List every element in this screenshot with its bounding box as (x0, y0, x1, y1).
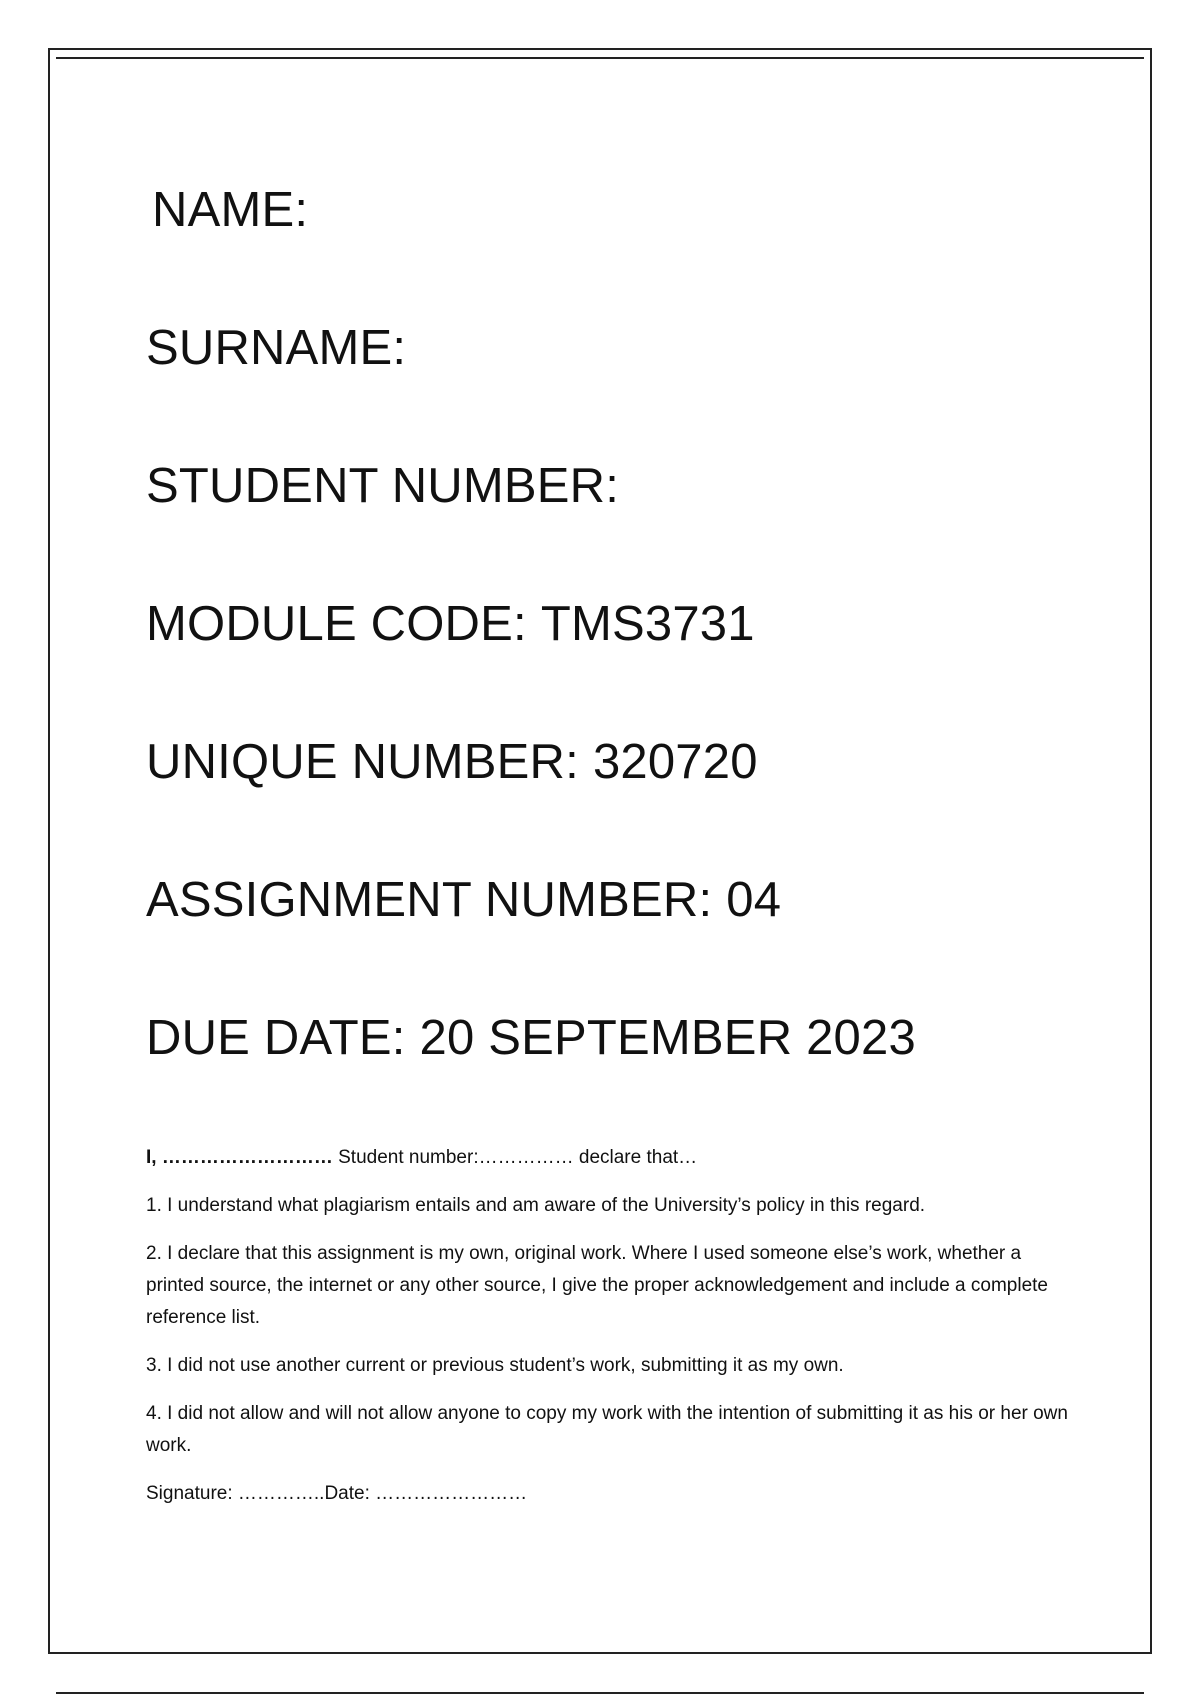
name-label: NAME: (152, 183, 309, 237)
unique-number-field (146, 735, 758, 789)
assignment-number-field (146, 873, 782, 927)
due-date-field (146, 1011, 916, 1065)
declaration-item-1: 1. I understand what plagiarism entails and am aware of the University’s policy in this regard. (146, 1195, 926, 1216)
assignment-number-label: ASSIGNMENT NUMBER: (146, 873, 713, 927)
name-field (152, 183, 309, 237)
declaration-intro (146, 1142, 1076, 1174)
module-code-value: TMS3731 (540, 597, 755, 651)
declaration-item-3: 3. I did not use another current or previous student’s work, submitting it as my own. (146, 1355, 844, 1376)
surname-label: SURNAME: (146, 321, 407, 375)
unique-number-label: UNIQUE NUMBER: (146, 735, 579, 789)
signature-date-line: Signature: …………..Date: …………………… (146, 1483, 528, 1504)
declaration-intro-text: Student number:…………… declare that… (332, 1147, 698, 1168)
bottom-rule (56, 1692, 1144, 1694)
declaration-item-4: 4. I did not allow and will not allow anyone to copy my work with the intention of submitting it as his or her own work. (146, 1403, 1068, 1456)
module-code-field (146, 597, 755, 651)
declaration-intro-name-blank: I, ……………………… (146, 1147, 333, 1168)
assignment-number-value: 04 (726, 873, 782, 927)
due-date-value: 20 SEPTEMBER 2023 (419, 1011, 916, 1065)
student-number-field (146, 459, 620, 513)
surname-field (146, 321, 407, 375)
due-date-label: DUE DATE: (146, 1011, 406, 1065)
student-number-label: STUDENT NUMBER: (146, 459, 620, 513)
module-code-label: MODULE CODE: (146, 597, 527, 651)
top-double-rule (56, 57, 1144, 59)
unique-number-value: 320720 (592, 735, 758, 789)
declaration-item-2: 2. I declare that this assignment is my own, original work. Where I used someone else’s work, whether a printed source, the internet or any other source, I give the proper acknowledgement and include a complete reference list. (146, 1243, 1048, 1328)
plagiarism-declaration (146, 1142, 1076, 1526)
